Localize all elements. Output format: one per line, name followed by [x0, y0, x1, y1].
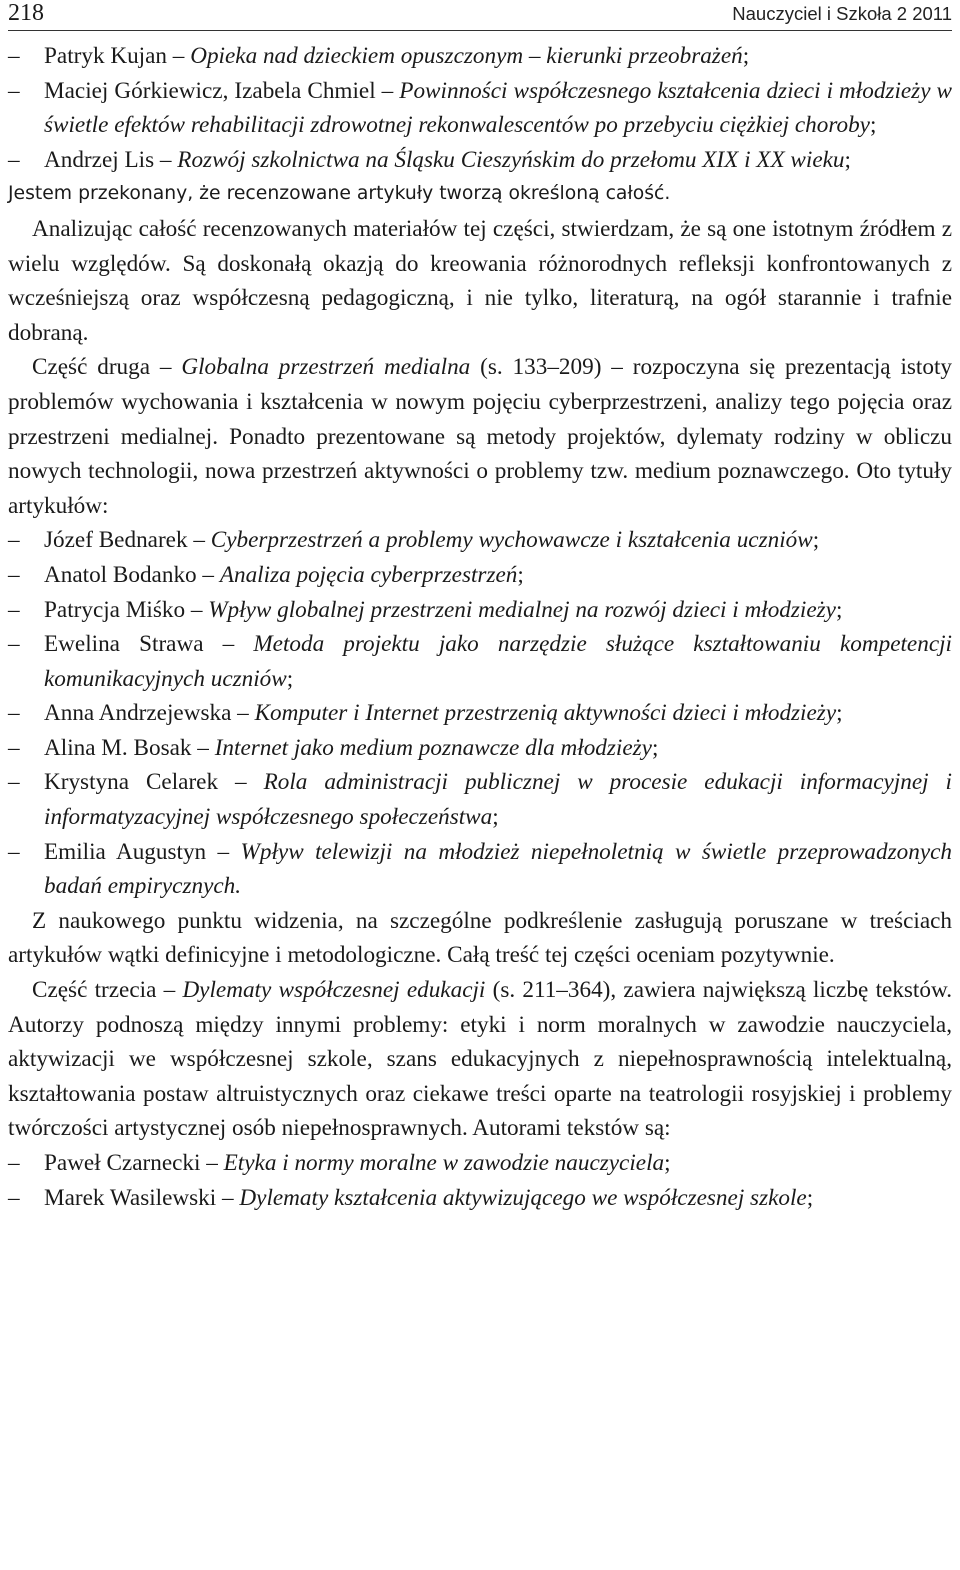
punctuation: ;: [517, 561, 524, 588]
list-item: [8, 627, 952, 696]
article-author: Maciej Górkiewicz, Izabela Chmiel –: [44, 77, 400, 104]
summary-sentence: Jestem przekonany, że recenzowane artykuły tworzą określoną całość.: [8, 183, 671, 205]
article-author: Ewelina Strawa –: [44, 631, 254, 658]
list-item: [8, 835, 952, 904]
list-item: [8, 143, 952, 178]
article-author: Anna Andrzejewska –: [44, 700, 255, 727]
article-author: Paweł Czarnecki –: [44, 1150, 224, 1176]
article-title: Analiza pojęcia cyberprzestrzeń: [219, 561, 518, 588]
article-author: Patrycja Miśko –: [44, 596, 209, 623]
article-author: Józef Bednarek –: [44, 527, 211, 554]
paragraph-part-three: [8, 973, 952, 1146]
article-title: Rozwój szkolnictwa na Śląsku Cieszyńskim do przełomu XIX i XX wieku: [177, 146, 845, 173]
paragraph-scientific-view: Z naukowego punktu widzenia, na szczególne podkreślenie zasługują poruszane w treściach artykułów wątki definicyjne i metodologiczne. Całą treść tej części oceniam pozytywnie.: [8, 907, 952, 969]
part-description: (s. 133–209) – rozpoczyna się prezentacją istoty problemów wychowania i kształcenia w nowym pojęciu cyberprzestrzeni, analizy tego pojęcia oraz przestrzeni medialnej. Ponadto prezentowane są metody projektów, dylematy rodziny w obliczu nowych technologii, nowa przestrzeń aktywności o problemy tzw. medium poznawczego. Oto tytuły artykułów:: [8, 354, 952, 519]
article-title: Wpływ globalnej przestrzeni medialnej na rozwój dzieci i młodzieży: [208, 596, 836, 623]
article-author: Andrzej Lis –: [44, 146, 178, 173]
list-item: [8, 731, 952, 766]
running-header: [8, 0, 952, 31]
article-title: Internet jako medium poznawcze dla młodzieży: [214, 734, 652, 761]
punctuation: ;: [835, 596, 843, 623]
article-title: Powinności współczesnego kształcenia dzieci i młodzieży w świetle efektów rehabilitacji zdrowotnej rekonwalescentów po przebyciu ciężkiej choroby: [44, 77, 953, 139]
article-author: Anatol Bodanko –: [44, 561, 220, 588]
article-title: Komputer i Internet przestrzenią aktywności dzieci i młodzieży: [254, 700, 837, 727]
punctuation: ;: [836, 700, 843, 727]
article-title: Cyberprzestrzeń a problemy wychowawcze i kształcenia uczniów: [210, 527, 813, 554]
journal-title: Nauczyciel i Szkoła 2 2011: [732, 3, 952, 24]
punctuation: ;: [651, 734, 659, 761]
paragraph-analysis: Analizując całość recenzowanych materiałów tej części, stwierdzam, że są one istotnym źródłem z wielu względów. Są doskonałą okazją do kreowania różnorodnych refleksji konfrontowanych z wcześniejszą oraz współczesną pedagogiczną, i nie tylko, literaturą, na ogół starannie i trafnie dobraną.: [8, 215, 952, 346]
punctuation: ;: [492, 804, 499, 831]
punctuation: ;: [664, 1150, 671, 1176]
punctuation: ;: [844, 146, 851, 173]
list-item: [8, 1146, 952, 1181]
article-title: Rola administracji publicznej w procesie edukacji informacyjnej i informatyzacyjnej współczesnego społeczeństwa: [44, 769, 952, 831]
article-author: Emilia Augustyn –: [44, 838, 241, 865]
list-item: [8, 558, 952, 593]
part-label: Część druga –: [32, 354, 182, 381]
article-list-part-two: [8, 523, 952, 904]
article-list-part-three: [8, 1146, 952, 1215]
page-number: 218: [8, 0, 44, 26]
part-label: Część trzecia –: [32, 977, 183, 1004]
punctuation: ;: [869, 112, 877, 139]
article-list-part-one: [8, 39, 952, 177]
punctuation: ;: [812, 527, 820, 554]
part-title: Globalna przestrzeń medialna: [181, 354, 471, 381]
list-item: [8, 39, 952, 74]
article-title: Opieka nad dzieckiem opuszczonym – kierunki przeobrażeń: [190, 43, 743, 69]
list-item: [8, 1181, 952, 1216]
part-description: (s. 211–364), zawiera największą liczbę tekstów. Autorzy podnoszą między innymi problemy: etyki i norm moralnych w zawodzie nauczyciela, aktywizacji we współczesnej szkole, szans edukacyjnych z niepełnosprawnością intelektualną, kształtowania postaw altruistycznych oraz ciekawe treści oparte na teatrologii rosyjskiej i problemy twórczości artystycznej osób niepełnosprawnych. Autorami tekstów są:: [8, 977, 952, 1142]
article-title: Dylematy kształcenia aktywizującego we współczesnej szkole: [239, 1184, 807, 1211]
list-item: [8, 765, 952, 834]
punctuation: ;: [742, 43, 750, 69]
punctuation: ;: [286, 665, 294, 692]
article-author: Patryk Kujan –: [44, 43, 191, 69]
punctuation: ;: [806, 1184, 814, 1211]
article-title: Metoda projektu jako narzędzie służące kształtowaniu kompetencji komunikacyjnych uczniów: [44, 631, 952, 692]
article-author: Marek Wasilewski –: [44, 1184, 240, 1211]
article-title: Etyka i normy moralne w zawodzie nauczyciela: [223, 1150, 665, 1176]
paragraph-part-two: [8, 350, 952, 523]
list-item: [8, 523, 952, 558]
list-item: [8, 593, 952, 628]
article-author: Alina M. Bosak –: [44, 734, 215, 761]
list-item: [8, 74, 952, 143]
part-title: Dylematy współczesnej edukacji: [182, 977, 486, 1004]
list-item: [8, 696, 952, 731]
article-title: Wpływ telewizji na młodzież niepełnoletnią w świetle przeprowadzonych badań empirycznych.: [44, 838, 952, 900]
article-author: Krystyna Celarek –: [44, 769, 264, 796]
